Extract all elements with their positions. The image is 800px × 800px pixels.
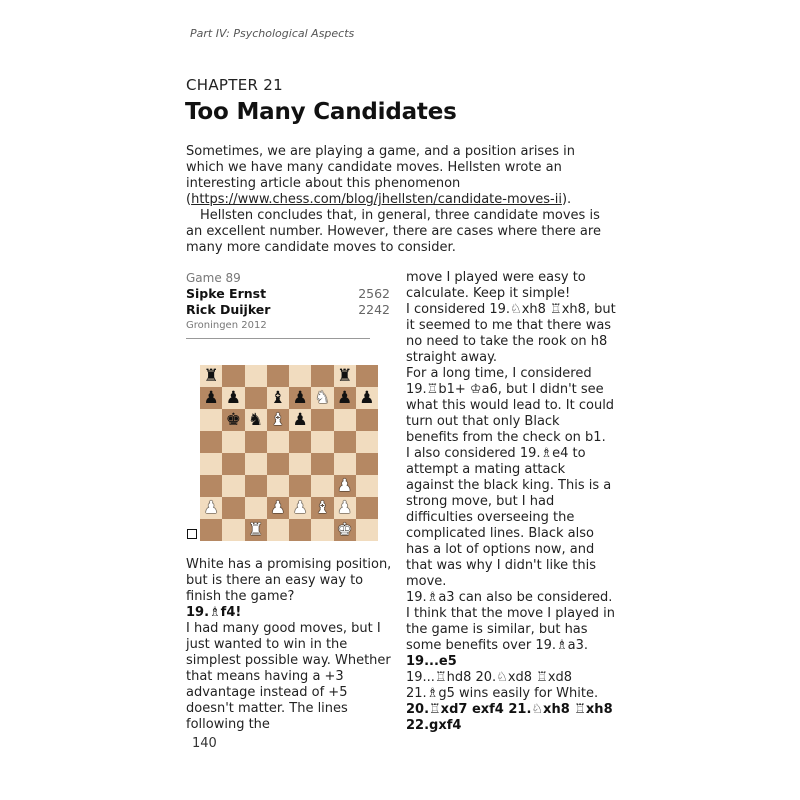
intro-paragraph-1 bbox=[186, 144, 616, 208]
square-h1 bbox=[356, 519, 378, 541]
black-king-icon: ♚ bbox=[225, 409, 241, 430]
right-paragraph-6: 19...♖hd8 20.♘xd8 ♖xd8 21.♗g5 wins easily for White. bbox=[406, 670, 599, 701]
square-b1 bbox=[222, 519, 244, 541]
square-e7 bbox=[289, 387, 311, 409]
black-bishop-icon: ♝ bbox=[270, 387, 286, 408]
square-d3 bbox=[267, 475, 289, 497]
square-h8 bbox=[356, 365, 378, 387]
square-a1 bbox=[200, 519, 222, 541]
right-paragraph-3: For a long time, I considered 19.♖b1+ ♔a6, but I didn't see what this would lead to. It could turn out that only Black benefits from the check on b1. bbox=[406, 366, 615, 445]
square-c4 bbox=[245, 453, 267, 475]
square-c8 bbox=[245, 365, 267, 387]
square-h6 bbox=[356, 409, 378, 431]
square-g2 bbox=[334, 497, 356, 519]
square-c7 bbox=[245, 387, 267, 409]
square-b2 bbox=[222, 497, 244, 519]
square-e3 bbox=[289, 475, 311, 497]
square-b4 bbox=[222, 453, 244, 475]
running-head: Part IV: Psychological Aspects bbox=[190, 27, 355, 40]
square-d7 bbox=[267, 387, 289, 409]
square-a6 bbox=[200, 409, 222, 431]
square-a3 bbox=[200, 475, 222, 497]
game-header bbox=[186, 270, 390, 334]
square-g8 bbox=[334, 365, 356, 387]
black-player-elo: 2242 bbox=[358, 302, 390, 317]
white-pawn-icon: ♟ bbox=[270, 497, 286, 518]
square-d2 bbox=[267, 497, 289, 519]
game-number: Game 89 bbox=[186, 271, 241, 285]
square-h4 bbox=[356, 453, 378, 475]
black-pawn-icon: ♟ bbox=[359, 387, 375, 408]
square-h3 bbox=[356, 475, 378, 497]
square-c6 bbox=[245, 409, 267, 431]
white-pawn-icon: ♟ bbox=[292, 497, 308, 518]
intro-text bbox=[186, 144, 616, 256]
square-e6 bbox=[289, 409, 311, 431]
square-g3 bbox=[334, 475, 356, 497]
square-c3 bbox=[245, 475, 267, 497]
white-player-row bbox=[186, 286, 390, 302]
hellsten-article-link[interactable]: https://www.chess.com/blog/jhellsten/candidate-moves-ii bbox=[191, 192, 562, 207]
left-column-text bbox=[186, 557, 396, 733]
white-to-move-indicator bbox=[187, 529, 197, 539]
square-h7 bbox=[356, 387, 378, 409]
square-a8 bbox=[200, 365, 222, 387]
white-king-icon: ♚ bbox=[337, 519, 353, 540]
white-player-elo: 2562 bbox=[358, 286, 390, 301]
square-f2 bbox=[311, 497, 333, 519]
square-b6 bbox=[222, 409, 244, 431]
black-knight-icon: ♞ bbox=[248, 409, 264, 430]
right-column-text bbox=[406, 270, 616, 734]
square-h5 bbox=[356, 431, 378, 453]
game-event: Groningen 2012 bbox=[186, 320, 267, 331]
white-bishop-icon: ♝ bbox=[314, 497, 330, 518]
white-pawn-icon: ♟ bbox=[337, 497, 353, 518]
black-rook-icon: ♜ bbox=[337, 365, 353, 386]
white-rook-icon: ♜ bbox=[248, 519, 264, 540]
square-b5 bbox=[222, 431, 244, 453]
left-paragraph-2: I had many good moves, but I just wanted to win in the simplest possible way. Whether that means having a +3 advantage instead of +5 doesn't matter. The lines following the bbox=[186, 621, 391, 732]
square-g5 bbox=[334, 431, 356, 453]
black-player-row bbox=[186, 302, 390, 318]
page-number: 140 bbox=[192, 736, 217, 751]
square-d5 bbox=[267, 431, 289, 453]
square-g7 bbox=[334, 387, 356, 409]
square-e5 bbox=[289, 431, 311, 453]
right-paragraph-2: I considered 19.♘xh8 ♖xh8, but it seemed to me that there was no need to take the rook on h8 straight away. bbox=[406, 302, 616, 365]
square-f3 bbox=[311, 475, 333, 497]
square-d8 bbox=[267, 365, 289, 387]
right-paragraph-4: I also considered 19.♗e4 to attempt a mating attack against the black king. This is a strong move, but I had difficulties overseeing the complicated lines. Black also has a lot of options now, and that was why I didn't like this move. bbox=[406, 446, 612, 589]
intro-p1-end: ). bbox=[561, 192, 572, 207]
move-20-22-line: 20.♖xd7 exf4 21.♘xh8 ♖xh8 22.gxf4 bbox=[406, 702, 613, 733]
square-f7 bbox=[311, 387, 333, 409]
square-a7 bbox=[200, 387, 222, 409]
move-19-e5: 19...e5 bbox=[406, 654, 457, 669]
square-g6 bbox=[334, 409, 356, 431]
right-paragraph-1: move I played were easy to calculate. Keep it simple! bbox=[406, 270, 586, 301]
square-f5 bbox=[311, 431, 333, 453]
square-d1 bbox=[267, 519, 289, 541]
square-d4 bbox=[267, 453, 289, 475]
black-pawn-icon: ♟ bbox=[225, 387, 241, 408]
black-pawn-icon: ♟ bbox=[203, 387, 219, 408]
square-g1 bbox=[334, 519, 356, 541]
white-bishop-icon: ♝ bbox=[270, 409, 286, 430]
white-pawn-icon: ♟ bbox=[203, 497, 219, 518]
square-e8 bbox=[289, 365, 311, 387]
black-pawn-icon: ♟ bbox=[292, 387, 308, 408]
square-h2 bbox=[356, 497, 378, 519]
square-f4 bbox=[311, 453, 333, 475]
square-c5 bbox=[245, 431, 267, 453]
black-rook-icon: ♜ bbox=[203, 365, 219, 386]
black-pawn-icon: ♟ bbox=[292, 409, 308, 430]
square-c1 bbox=[245, 519, 267, 541]
black-pawn-icon: ♟ bbox=[337, 387, 353, 408]
white-player-name: Sipke Ernst bbox=[186, 286, 267, 301]
right-paragraph-5: 19.♗a3 can also be considered. I think that the move I played in the game is similar, but has some benefits over 19.♗a3. bbox=[406, 590, 615, 653]
square-e1 bbox=[289, 519, 311, 541]
square-b3 bbox=[222, 475, 244, 497]
black-player-name: Rick Duijker bbox=[186, 302, 271, 317]
square-b8 bbox=[222, 365, 244, 387]
square-g4 bbox=[334, 453, 356, 475]
chapter-title: Too Many Candidates bbox=[185, 99, 457, 125]
square-d6 bbox=[267, 409, 289, 431]
square-a4 bbox=[200, 453, 222, 475]
square-e2 bbox=[289, 497, 311, 519]
intro-p1-text: Sometimes, we are playing a game, and a position arises in which we have many candidate moves. Hellsten wrote an interesting article about this phenomenon ( bbox=[186, 144, 575, 207]
game-header-divider bbox=[186, 338, 370, 339]
square-a2 bbox=[200, 497, 222, 519]
move-19-bf4: 19.♗f4! bbox=[186, 605, 242, 620]
square-a5 bbox=[200, 431, 222, 453]
chess-board-diagram bbox=[200, 365, 378, 541]
intro-paragraph-2: Hellsten concludes that, in general, three candidate moves is an excellent number. However, there are cases where there are many more candidate moves to consider. bbox=[186, 208, 601, 255]
white-knight-icon: ♞ bbox=[314, 387, 330, 408]
white-pawn-icon: ♟ bbox=[337, 475, 353, 496]
square-c2 bbox=[245, 497, 267, 519]
square-f6 bbox=[311, 409, 333, 431]
square-e4 bbox=[289, 453, 311, 475]
square-b7 bbox=[222, 387, 244, 409]
square-f1 bbox=[311, 519, 333, 541]
left-paragraph-1: White has a promising position, but is there an easy way to finish the game? bbox=[186, 557, 392, 604]
square-f8 bbox=[311, 365, 333, 387]
chapter-label: CHAPTER 21 bbox=[186, 76, 283, 94]
